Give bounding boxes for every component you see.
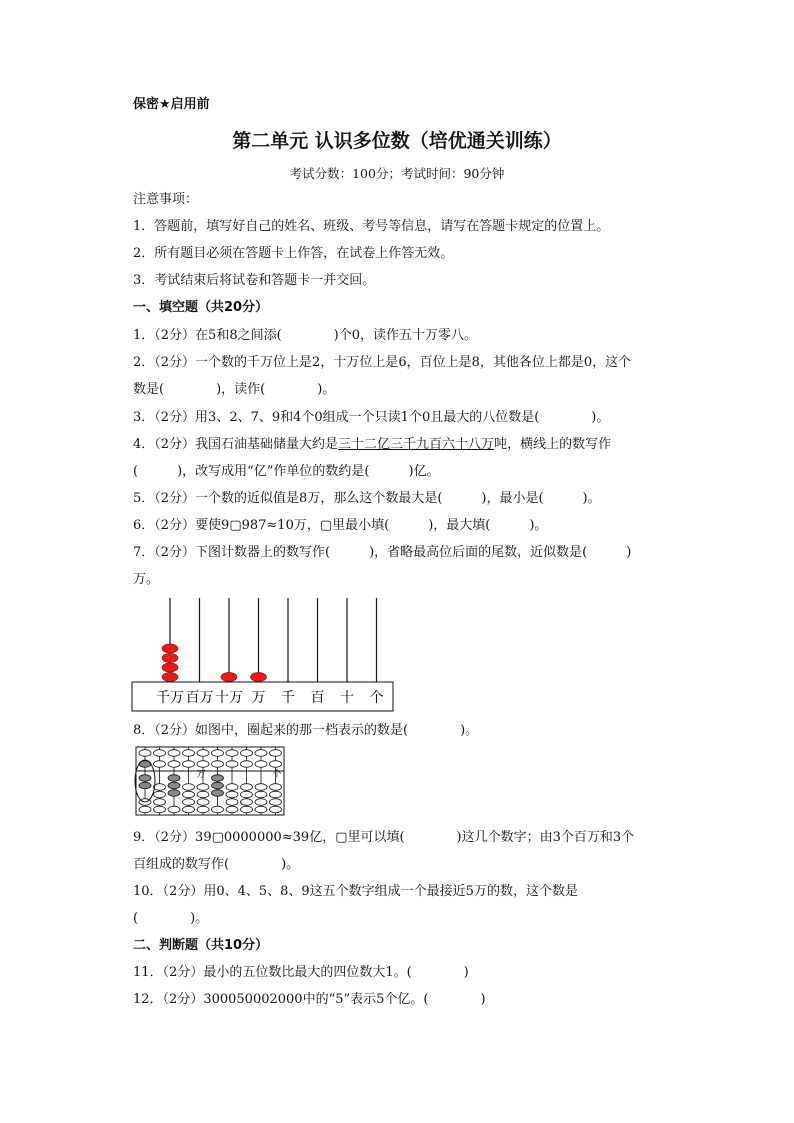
counter-bead xyxy=(162,644,178,653)
question-9-line-2: 百组成的数写作( )。 xyxy=(133,857,300,872)
abacus-bead xyxy=(197,784,209,791)
abacus-bead xyxy=(270,791,282,798)
counter-figure xyxy=(130,596,395,714)
abacus-bead xyxy=(168,750,180,757)
abacus-bead xyxy=(139,782,151,789)
abacus-bead xyxy=(255,761,267,768)
abacus-bead xyxy=(197,761,209,768)
abacus-bead xyxy=(154,791,166,798)
question-2-line-1: 2．（2分）一个数的千万位上是2，十万位上是6，百位上是8，其他各位上都是0，这个 xyxy=(133,355,632,370)
abacus-bead xyxy=(255,799,267,806)
abacus-rods xyxy=(145,747,276,815)
abacus-beads xyxy=(139,750,282,813)
question-5: 5．（2分）一个数的近似值是8万，那么这个数最大是( )，最小是( )。 xyxy=(133,491,601,506)
abacus-bead xyxy=(154,750,166,757)
question-4-suffix: 吨，横线上的数写作 xyxy=(494,437,612,452)
abacus-bead xyxy=(168,806,180,813)
abacus-figure xyxy=(131,744,291,818)
abacus-bead xyxy=(197,806,209,813)
abacus-bead xyxy=(270,806,282,813)
abacus-bead xyxy=(197,791,209,798)
abacus-bead xyxy=(226,806,238,813)
abacus-bead xyxy=(226,799,238,806)
abacus-bead xyxy=(154,761,166,768)
abacus-bead xyxy=(212,761,224,768)
counter-bead xyxy=(162,663,178,672)
counter-bead xyxy=(221,672,237,681)
counter-place-label: 万 xyxy=(251,690,266,706)
counter-place-label: 百万 xyxy=(185,690,214,706)
abacus-bead xyxy=(241,799,253,806)
counter-bead xyxy=(251,672,267,681)
abacus-bead xyxy=(197,799,209,806)
note-item-3: 3．考试结束后将试卷和答题卡一并交回。 xyxy=(133,273,376,288)
abacus-bead xyxy=(241,791,253,798)
abacus-bead xyxy=(255,784,267,791)
abacus-bead xyxy=(183,750,195,757)
abacus-bead xyxy=(226,750,238,757)
abacus-bead xyxy=(255,750,267,757)
counter-bead xyxy=(162,653,178,662)
section-fill-heading: 一、填空题（共20分） xyxy=(133,300,269,315)
question-6: 6．（2分）要使9▢987≈10万，▢里最小填( )，最大填( )。 xyxy=(133,518,548,533)
abacus-bead xyxy=(226,791,238,798)
abacus-bead xyxy=(139,750,151,757)
question-7-line-1: 7．（2分）下图计数器上的数写作( )，省略最高位后面的尾数，近似数是( ) xyxy=(133,545,632,560)
question-12: 12．（2分）300050002000中的“5”表示5个亿。( ) xyxy=(133,992,486,1007)
question-4-prefix: 4．（2分）我国石油基础储量大约是 xyxy=(133,437,339,452)
abacus-bead xyxy=(168,790,180,797)
counter-place-label: 个 xyxy=(369,690,384,706)
abacus-bead xyxy=(212,790,224,797)
abacus-bead xyxy=(255,806,267,813)
confidential-label: 保密★启用前 xyxy=(133,97,210,112)
abacus-bead xyxy=(168,782,180,789)
abacus-bead xyxy=(183,806,195,813)
abacus-bead xyxy=(212,782,224,789)
abacus-bead xyxy=(241,806,253,813)
exam-info: 考试分数：100分；考试时间：90分钟 xyxy=(289,166,505,181)
abacus-bead xyxy=(154,799,166,806)
counter-place-label: 千 xyxy=(281,690,295,706)
abacus-bead xyxy=(168,775,180,782)
question-2-line-2: 数是( )，读作( )。 xyxy=(133,382,336,397)
question-4-line-2: ( )，改写成用“亿”作单位的数约是( )亿。 xyxy=(133,464,440,479)
question-1: 1．（2分）在5和8之间添( )个0，读作五十万零八。 xyxy=(133,328,477,343)
abacus-bead xyxy=(139,806,151,813)
abacus-bead xyxy=(197,750,209,757)
abacus-bead xyxy=(226,761,238,768)
abacus-bead xyxy=(183,791,195,798)
abacus-bead xyxy=(212,750,224,757)
question-10-line-2: ( )。 xyxy=(133,911,209,926)
note-item-1: 1．答题前，填写好自己的姓名、班级、考号等信息，请写在答题卡规定的位置上。 xyxy=(133,219,610,234)
counter-beads xyxy=(162,644,267,682)
abacus-wan-label: 万 xyxy=(196,770,206,780)
counter-place-label: 十万 xyxy=(215,690,243,706)
abacus-bead xyxy=(212,806,224,813)
abacus-bead xyxy=(226,784,238,791)
abacus-bead xyxy=(270,761,282,768)
counter-place-label: 十 xyxy=(340,690,354,706)
abacus-bead xyxy=(270,784,282,791)
abacus-bead xyxy=(270,750,282,757)
abacus-bead xyxy=(168,761,180,768)
abacus-bead xyxy=(212,775,224,782)
abacus-bead xyxy=(241,784,253,791)
abacus-ge-label: 个 xyxy=(272,770,282,780)
page-title: 第二单元 认识多位数（培优通关训练） xyxy=(232,130,562,152)
question-9-line-1: 9．（2分）39▢0000000≈39亿，▢里可以填( )这几个数字；由3个百万和3个 xyxy=(133,830,635,845)
abacus-bead xyxy=(154,806,166,813)
question-10-line-1: 10．（2分）用0、4、5、8、9这五个数字组成一个最接近5万的数，这个数是 xyxy=(133,884,578,899)
abacus-bead xyxy=(241,750,253,757)
question-4-underlined: 三十二亿三千九百六十八万 xyxy=(338,437,495,452)
note-item-2: 2．所有题目必须在答题卡上作答，在试卷上作答无效。 xyxy=(133,246,454,261)
notes-heading: 注意事项： xyxy=(133,192,199,207)
question-4-line-1 xyxy=(133,437,611,453)
abacus-bead xyxy=(183,784,195,791)
abacus-bead xyxy=(183,761,195,768)
abacus-bead xyxy=(139,775,151,782)
question-11: 11．（2分）最小的五位数比最大的四位数大1。( ) xyxy=(133,965,469,980)
question-7-line-2: 万。 xyxy=(133,572,160,587)
abacus-bead xyxy=(183,799,195,806)
abacus-bead xyxy=(255,791,267,798)
question-8: 8．（2分）如图中，圈起来的那一档表示的数是( )。 xyxy=(133,723,479,738)
counter-place-label: 百 xyxy=(310,690,325,706)
abacus-bead xyxy=(241,761,253,768)
abacus-bead xyxy=(270,799,282,806)
section-judge-heading: 二、判断题（共10分） xyxy=(133,938,269,953)
question-3: 3．（2分）用3、2、7、9和4个0组成一个只读1个0且最大的八位数是( )。 xyxy=(133,410,610,425)
counter-place-label: 千万 xyxy=(156,690,184,706)
counter-rods xyxy=(170,598,377,682)
counter-bead xyxy=(162,672,178,681)
